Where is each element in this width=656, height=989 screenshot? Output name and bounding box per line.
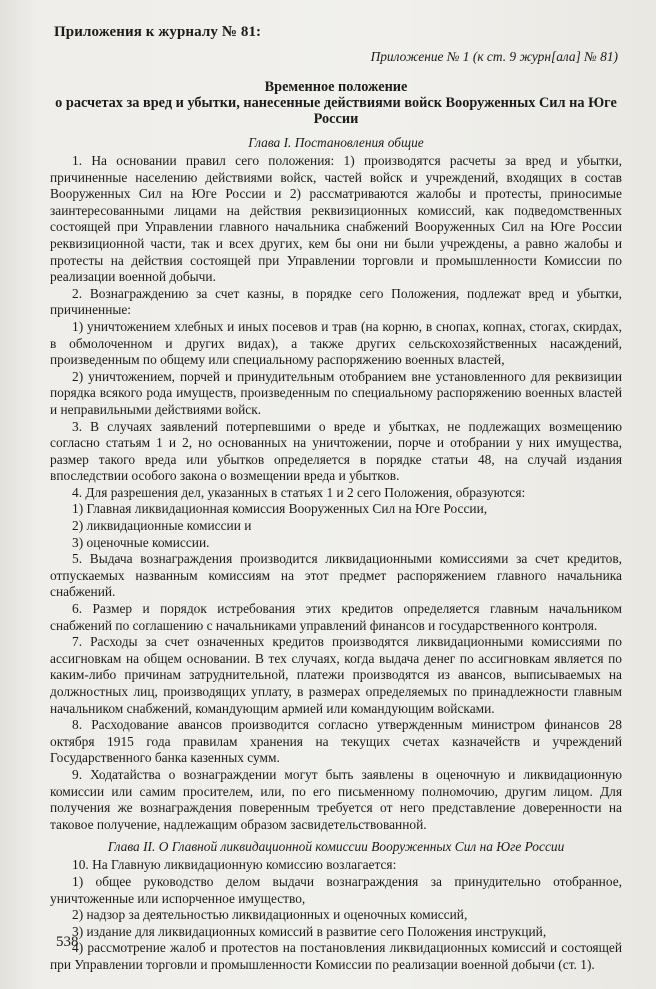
list-item: 2) надзор за деятельностью ликвидационных и оценочных комиссий, (72, 907, 468, 923)
page-number: 538 (56, 934, 79, 950)
paragraph: 7. Расходы за счет означенных кредитов производятся ликвидационными комиссиями по ассигновкам на общем основании. В тех случаях, когда выдача денег по ассигновкам является по каким-либо причинам затруднительной, платежи производятся из авансов, выписываемых на должностных лиц, производящих уплату, в размерах определяемых по принадлежности главным начальником снабжений, командующим армией или командующим войсками. (50, 634, 622, 716)
title-line-2: о расчетах за вред и убытки, нанесенные действиями войск Вооруженных Сил на Юге России (55, 95, 617, 127)
list-item: 2) уничтожением, порчей и принудительным отобранием вне установленного для реквизиции порядка всякого рода имуществ, произведенным по специальному распоряжению военных властей и неправильными действиями войск. (50, 368, 622, 417)
document-title (50, 79, 622, 127)
paragraph: 5. Выдача вознаграждения производится ликвидационными комиссиями за счет кредитов, отпускаемых названным комиссиям на этот предмет распоряжением главного начальника снабжений. (50, 551, 622, 600)
chapter-1-heading: Глава I. Постановления общие (248, 135, 424, 150)
paragraph: 2. Вознаграждению за счет казны, в порядке сего Положения, подлежат вред и убытки, причиненные: (50, 285, 622, 318)
paragraph: 3. В случаях заявлений потерпевшими о вреде и убытках, не подлежащих возмещению согласно статьям 1 и 2, но основанных на уничтожении, порче и отобрании у них имущества, размер такого вреда или убытков определяется в порядке статьи 48, на случай издания впоследствии особого закона о возмещении вреда и убытков. (50, 418, 622, 484)
appendix-reference: Приложение № 1 (к ст. 9 журн[ала] № 81) (370, 49, 618, 64)
list-item: 1) общее руководство делом выдачи вознаграждения за принудительно отобранное, уничтоженные или испорченное имущество, (50, 873, 622, 906)
paragraph: 8. Расходование авансов производится согласно утвержденным министром финансов 28 октября 1915 года правилам хранения на текущих счетах казначейств и учреждений Государственного банка казенных сумм. (50, 717, 622, 766)
title-line-1: Временное положение (264, 79, 408, 95)
section-heading: Приложения к журналу № 81: (54, 24, 262, 40)
chapter-2-heading: Глава II. О Главной ликвидационной комиссии Вооруженных Сил на Юге России (107, 839, 565, 855)
paragraph: 1. На основании правил сего положения: 1) производятся расчеты за вред и убытки, причиненные населению действиями войск, частей войск и учреждений, входящих в состав Вооруженных Сил на Юге России и 2) рассматриваются жалобы и протесты, приносимые заинтересованными лицами на действия реквизиционных комиссий, как подведомственных состоящей при Управлении главного начальника снабжений Вооруженных Сил на Юге России реквизиционной части, так и всех других, кем бы они ни были учреждены, а равно жалобы и протесты на действия состоящей при Управлении торговли и промышленности Комиссии по реализации военной добычи. (50, 153, 622, 285)
paragraph: 10. На Главную ликвидационную комиссию возлагается: (72, 857, 397, 873)
list-item: 3) оценочные комиссии. (72, 534, 210, 550)
list-item: 1) уничтожением хлебных и иных посевов и трав (на корню, в снопах, копнах, стогах, скирдах, в обмолоченном и других видах), а также других сельскохозяйственных насаждений, произведенным по общему или специальному распоряжению военных властей, (50, 318, 622, 368)
paragraph: 9. Ходатайства о вознаграждении могут быть заявлены в оценочную и ликвидационную комиссии или самим просителем, или, по его письменному полномочию, другим лицом. Для получения же вознаграждения поверенным требуется от него представление доверенности на таковое получение, надлежащим образом засвидетельствованной. (50, 766, 622, 832)
list-item: 1) Главная ликвидационная комиссия Вооруженных Сил на Юге России, (72, 501, 488, 517)
paragraph: 6. Размер и порядок истребования этих кредитов определяется главным начальником снабжений по соглашению с начальниками управлений финансов и государственного контроля. (50, 601, 622, 633)
paragraph: 4. Для разрешения дел, указанных в статьях 1 и 2 сего Положения, образуются: (72, 484, 526, 500)
list-item: 3) издание для ликвидационных комиссий в развитие сего Положения инструкций, (72, 923, 547, 939)
list-item: 2) ликвидационные комиссии и (72, 518, 252, 534)
list-item: 4) рассмотрение жалоб и протестов на постановления ликвидационных комиссий и состоящей при Управлении торговли и промышленности Комиссии по реализации военной добычи (ст. 1). (50, 940, 622, 972)
page-content (50, 24, 622, 974)
